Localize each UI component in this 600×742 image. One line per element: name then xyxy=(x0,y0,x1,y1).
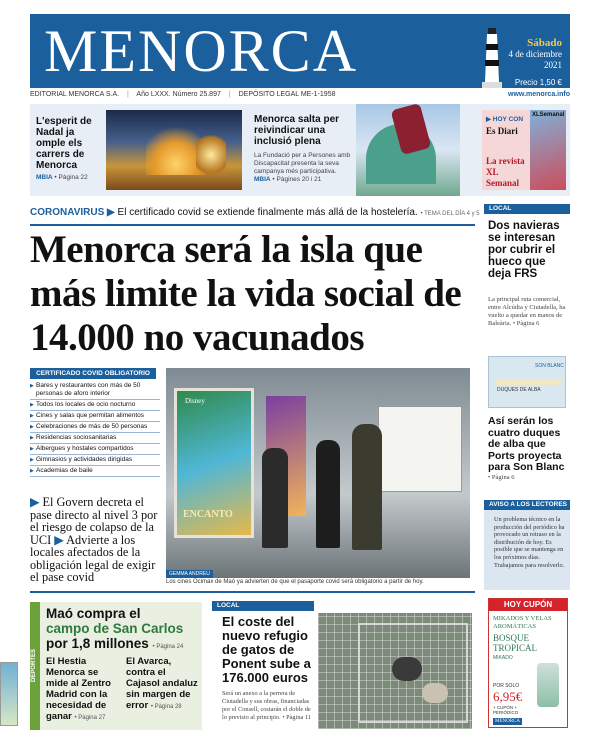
lighthouse-icon xyxy=(472,22,512,88)
xl-semanal-teaser: La revista XL Semanal xyxy=(486,156,525,188)
kicker-text: El certificado covid se extiende finalmente más allá de la hostelería. xyxy=(117,207,418,218)
list-item: ▶ Bares y restaurantes con más de 50 personas de aforo interior xyxy=(30,382,160,400)
section-kicker xyxy=(30,207,480,220)
section-label: CORONAVIRUS xyxy=(30,207,105,218)
issue-day: Sábado xyxy=(527,37,562,49)
avarca-teaser[interactable]: El Avarca, contra el Cajasol andaluz sin margen de error • Pàgina 28 xyxy=(126,656,198,711)
coupon-line3: MIKADO xyxy=(493,655,513,661)
coupon-header: HOY CUPÓN xyxy=(489,599,567,611)
coupon-brand: MENORCA xyxy=(495,719,521,724)
diffuser-bottle-icon xyxy=(537,663,559,707)
legal-deposit: DEPÓSITO LEGAL ME-1-1958 xyxy=(238,91,336,98)
date-box xyxy=(509,38,562,71)
cinema-photo xyxy=(166,368,470,578)
issue-year: 2021 xyxy=(544,60,562,70)
issue-number: Año LXXX. Número 25.897 xyxy=(136,91,221,98)
photo-caption: Los cines Ocimax de Maó ya advierten de que el pasaporte covid será obligatorio a partir de hoy. xyxy=(166,579,424,585)
website-link[interactable]: www.menorca.info xyxy=(508,91,570,98)
duques-headline[interactable]: Así serán los cuatro duques de alba que Ports proyecta para Son Blanc xyxy=(488,415,565,473)
navieras-summary: La principal ruta comercial, entre Alcúdia y Ciutadella, ha vuelto a quedar en manos de Baleària. • Pàgina 6 xyxy=(488,296,566,327)
govern-text-2: Advierte a los locales afectados de la obligación legal de exigir el pase covid xyxy=(30,532,156,584)
notice-text: Un problema técnico en la producción del periódico ha provocado un retraso en la distribución de hoy. Es posible que se mantenga en los próximos días. Trabajamos para resolverlo. xyxy=(494,516,565,569)
govern-summary[interactable] xyxy=(30,496,162,584)
masthead xyxy=(30,14,570,88)
main-headline[interactable]: Menorca será la isla que más limite la vida social de 14.000 no vacunados xyxy=(30,228,462,359)
list-item: ▶ Residencias sociosanitarias xyxy=(30,434,160,444)
cats-summary: Será un anexo a la perrera de Ciutadella y sus obras, financiadas por el Consell, costarán el doble de lo previsto al principio. • Pàgina 11 xyxy=(222,690,311,721)
list-item: ▶ Todos los locales de ocio nocturno xyxy=(30,401,160,411)
inclusio-sub: La Fundació per a Persones amb Discapacitat presenta la seva campanya més participativa. MBIA • Pàgines 20 i 21 xyxy=(254,152,351,183)
notice-sign xyxy=(378,406,462,492)
cover-price: Precio 1,50 € xyxy=(514,78,562,87)
kicker-arrow-icon: ▶ xyxy=(107,207,115,218)
coupon-por: POR SOLO xyxy=(493,683,520,689)
issue-date: 4 de diciembre xyxy=(508,49,562,59)
magazine-cover: XLSemanal xyxy=(530,110,566,190)
publisher: EDITORIAL MENORCA S.A. xyxy=(30,91,120,98)
arrow-icon: ▶ xyxy=(54,532,64,547)
list-item: ▶ Celebraciones de más de 50 personas xyxy=(30,423,160,433)
hoy-con-label: ▶ HOY CON xyxy=(486,116,524,123)
duques-page: • Pàgina 6 xyxy=(488,474,515,481)
coupon-line1: MIKADOS Y VELAS AROMÁTICAS xyxy=(493,615,552,630)
cats-headline[interactable]: El coste del nuevo refugio de gatos de Ponent sube a 176.000 euros xyxy=(222,614,311,685)
divider xyxy=(30,591,475,593)
es-diari-label: Es Diari xyxy=(486,126,518,136)
encanto-poster: Disney ENCANTO xyxy=(174,388,254,538)
cut-off-ad xyxy=(0,662,18,726)
govern-text-1: El Govern decreta el pase directo al nivel 3 por el riesgo de colapso de la UCI xyxy=(30,495,158,547)
list-item: ▶ Cines y salas que permitan alimentos xyxy=(30,412,160,422)
list-item: ▶ Academias de baile xyxy=(30,467,160,477)
jumping-person-photo xyxy=(356,104,460,196)
coupon-price: 6,95€ xyxy=(493,689,523,704)
divider xyxy=(30,224,475,226)
certificate-list xyxy=(30,382,160,478)
notice-label: AVISO A LOS LECTORES xyxy=(484,500,570,510)
sports-headline[interactable]: Maó compra el campo de San Carlos por 1,8 millones • Pàgina 24 xyxy=(46,606,184,651)
local-section-label: LOCAL xyxy=(212,601,314,611)
list-item: ▶ Albergues y hostales compartidos xyxy=(30,445,160,455)
photo-credit: GEMMA ANDREU xyxy=(166,570,213,578)
newspaper-logo: MENORCA xyxy=(44,18,359,84)
local-section-label: LOCAL xyxy=(484,204,570,214)
coupon-line2: BOSQUE TROPICAL xyxy=(493,633,538,653)
sports-section-tag: DEPORTES xyxy=(30,602,40,730)
coupon-box[interactable] xyxy=(488,598,568,728)
arrow-icon: ▶ xyxy=(30,495,40,509)
hestia-teaser[interactable]: El Hestia Menorca se mide al Zentro Madrid con la necesidad de ganar • Pàgina 27 xyxy=(46,656,111,722)
inclusio-teaser[interactable]: Menorca salta per reivindicar una inclusió plena xyxy=(254,114,340,147)
info-line: EDITORIAL MENORCA S.A. | Año LXXX. Número 25.897 | DEPÓSITO LEGAL ME-1-1958 www.menorca.info xyxy=(30,91,570,101)
certificate-header: CERTIFICADO COVID OBLIGATORIO xyxy=(30,368,156,379)
hoy-con-box[interactable] xyxy=(482,110,566,190)
coupon-conditions: + CUPÓN + PERIÓDICO xyxy=(493,705,519,715)
christmas-lights-photo xyxy=(106,110,242,190)
nadal-teaser[interactable]: L'esperit de Nadal ja omple els carrers de Menorca xyxy=(36,116,92,171)
port-map: DUQUES DE ALBA SON BLANC xyxy=(488,356,566,408)
navieras-headline[interactable]: Dos navieras se interesan por cubrir el hueco que deja FRS xyxy=(488,220,560,280)
reader-notice xyxy=(484,500,570,590)
promo-strip xyxy=(30,104,570,196)
right-column xyxy=(484,204,570,729)
nadal-ref: MBIA • Pàgina 22 xyxy=(36,174,88,181)
kicker-page-ref: • TEMA DEL DÍA 4 y 5 xyxy=(420,211,480,217)
cats-cage-photo xyxy=(318,613,472,729)
list-item: ▶ Gimnasios y actividades dirigidas xyxy=(30,456,160,466)
